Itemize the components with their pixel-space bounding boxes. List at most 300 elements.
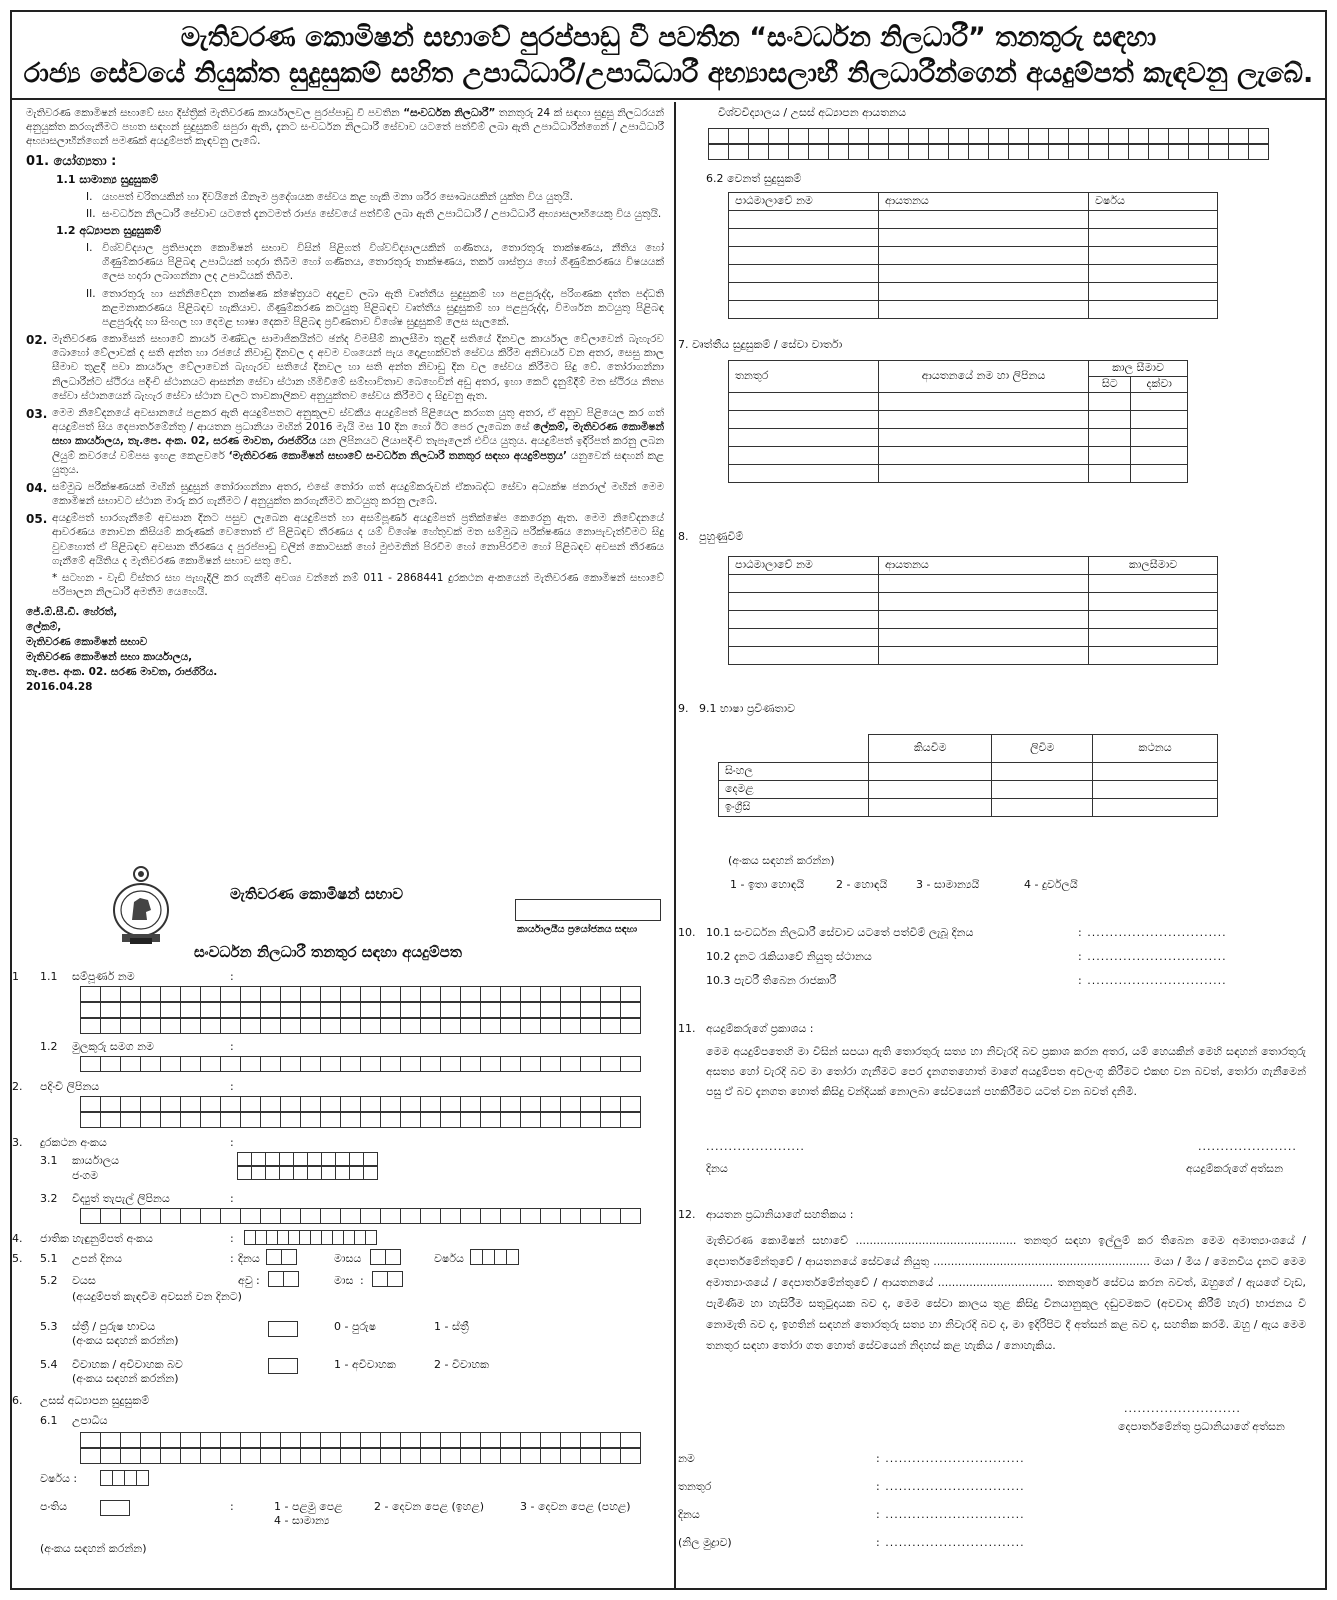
letter-cell[interactable]	[336, 1166, 350, 1180]
letter-cell[interactable]	[101, 1018, 121, 1034]
marital-status-box[interactable]	[268, 1358, 298, 1374]
letter-cell[interactable]	[141, 1112, 161, 1128]
letter-cell[interactable]	[121, 1448, 141, 1464]
letter-cell[interactable]	[621, 1056, 641, 1072]
letter-cell[interactable]	[201, 986, 221, 1002]
address-cells-row-2[interactable]	[80, 1112, 641, 1128]
letter-cell[interactable]	[181, 1096, 201, 1112]
letter-cell[interactable]	[341, 1056, 361, 1072]
letter-cell[interactable]	[521, 1096, 541, 1112]
letter-cell[interactable]	[541, 1448, 561, 1464]
letter-cell[interactable]	[829, 128, 849, 144]
letter-cell[interactable]	[266, 1152, 280, 1166]
table-row[interactable]	[729, 247, 1218, 265]
letter-cell[interactable]	[241, 1056, 261, 1072]
letter-cell[interactable]	[401, 1208, 421, 1224]
letter-cell[interactable]	[281, 1448, 301, 1464]
letter-cell[interactable]	[181, 1056, 201, 1072]
letter-cell[interactable]	[221, 1002, 241, 1018]
letter-cell[interactable]	[364, 1166, 378, 1180]
letter-cell[interactable]	[101, 1470, 113, 1486]
class-box[interactable]	[100, 1500, 130, 1516]
letter-cell[interactable]	[1189, 144, 1209, 160]
letter-cell[interactable]	[541, 1056, 561, 1072]
letter-cell[interactable]	[141, 1208, 161, 1224]
letter-cell[interactable]	[241, 1096, 261, 1112]
letter-cell[interactable]	[441, 1432, 461, 1448]
letter-cell[interactable]	[461, 986, 481, 1002]
full-name-cells-row-3[interactable]	[80, 1018, 641, 1034]
letter-cell[interactable]	[261, 1002, 281, 1018]
letter-cell[interactable]	[521, 1002, 541, 1018]
letter-cell[interactable]	[245, 1230, 256, 1245]
letter-cell[interactable]	[521, 1208, 541, 1224]
letter-cell[interactable]	[561, 1018, 581, 1034]
letter-cell[interactable]	[421, 1002, 441, 1018]
table-row[interactable]	[719, 763, 1218, 781]
letter-cell[interactable]	[161, 1056, 181, 1072]
letter-cell[interactable]	[989, 144, 1009, 160]
letter-cell[interactable]	[809, 128, 829, 144]
letter-cell[interactable]	[421, 1208, 441, 1224]
letter-cell[interactable]	[181, 1448, 201, 1464]
letter-cell[interactable]	[1089, 144, 1109, 160]
letter-cell[interactable]	[361, 1096, 381, 1112]
letter-cell[interactable]	[521, 986, 541, 1002]
letter-cell[interactable]	[1029, 128, 1049, 144]
letter-cell[interactable]	[321, 986, 341, 1002]
letter-cell[interactable]	[561, 1002, 581, 1018]
letter-cell[interactable]	[322, 1230, 333, 1245]
letter-cell[interactable]	[201, 1448, 221, 1464]
letter-cell[interactable]	[829, 144, 849, 160]
letter-cell[interactable]	[441, 1096, 461, 1112]
letter-cell[interactable]	[481, 1448, 501, 1464]
letter-cell[interactable]	[381, 1018, 401, 1034]
letter-cell[interactable]	[121, 1432, 141, 1448]
letter-cell[interactable]	[341, 1208, 361, 1224]
letter-cell[interactable]	[322, 1166, 336, 1180]
letter-cell[interactable]	[294, 1152, 308, 1166]
letter-cell[interactable]	[282, 1249, 297, 1265]
letter-cell[interactable]	[401, 1002, 421, 1018]
letter-cell[interactable]	[495, 1249, 507, 1265]
table-row[interactable]	[729, 265, 1218, 283]
letter-cell[interactable]	[281, 1208, 301, 1224]
letter-cell[interactable]	[849, 144, 869, 160]
letter-cell[interactable]	[1229, 144, 1249, 160]
letter-cell[interactable]	[241, 1432, 261, 1448]
letter-cell[interactable]	[181, 986, 201, 1002]
letter-cell[interactable]	[341, 1112, 361, 1128]
letter-cell[interactable]	[281, 986, 301, 1002]
letter-cell[interactable]	[101, 1448, 121, 1464]
letter-cell[interactable]	[541, 986, 561, 1002]
letter-cell[interactable]	[501, 1208, 521, 1224]
office-use-box[interactable]	[515, 899, 661, 921]
letter-cell[interactable]	[361, 1208, 381, 1224]
letter-cell[interactable]	[321, 1002, 341, 1018]
table-row[interactable]	[729, 593, 1218, 611]
head-signature-input[interactable]: ..........................	[1124, 1402, 1241, 1415]
letter-cell[interactable]	[137, 1470, 149, 1486]
letter-cell[interactable]	[461, 1056, 481, 1072]
letter-cell[interactable]	[101, 1002, 121, 1018]
letter-cell[interactable]	[789, 128, 809, 144]
letter-cell[interactable]	[321, 1018, 341, 1034]
letter-cell[interactable]	[521, 1448, 541, 1464]
letter-cell[interactable]	[381, 1432, 401, 1448]
letter-cell[interactable]	[261, 1112, 281, 1128]
letter-cell[interactable]	[256, 1230, 267, 1245]
letter-cell[interactable]	[541, 1112, 561, 1128]
letter-cell[interactable]	[461, 1432, 481, 1448]
letter-cell[interactable]	[308, 1152, 322, 1166]
letter-cell[interactable]	[929, 144, 949, 160]
letter-cell[interactable]	[709, 128, 729, 144]
letter-cell[interactable]	[581, 1018, 601, 1034]
letter-cell[interactable]	[221, 1448, 241, 1464]
university-cells-row-2[interactable]	[708, 144, 1269, 160]
letter-cell[interactable]	[241, 1018, 261, 1034]
letter-cell[interactable]	[301, 1018, 321, 1034]
letter-cell[interactable]	[381, 1448, 401, 1464]
letter-cell[interactable]	[441, 1448, 461, 1464]
email-cells[interactable]	[80, 1208, 641, 1224]
letter-cell[interactable]	[561, 1096, 581, 1112]
letter-cell[interactable]	[321, 1432, 341, 1448]
letter-cell[interactable]	[201, 1432, 221, 1448]
letter-cell[interactable]	[81, 1018, 101, 1034]
letter-cell[interactable]	[141, 1096, 161, 1112]
letter-cell[interactable]	[1129, 128, 1149, 144]
letter-cell[interactable]	[121, 1002, 141, 1018]
letter-cell[interactable]	[281, 1432, 301, 1448]
letter-cell[interactable]	[161, 986, 181, 1002]
letter-cell[interactable]	[481, 1112, 501, 1128]
letter-cell[interactable]	[581, 1002, 601, 1018]
letter-cell[interactable]	[388, 1271, 403, 1287]
letter-cell[interactable]	[261, 1208, 281, 1224]
letter-cell[interactable]	[461, 1018, 481, 1034]
letter-cell[interactable]	[361, 1112, 381, 1128]
letter-cell[interactable]	[261, 1448, 281, 1464]
letter-cell[interactable]	[341, 1448, 361, 1464]
letter-cell[interactable]	[601, 1002, 621, 1018]
letter-cell[interactable]	[541, 1002, 561, 1018]
field-10-1-input[interactable]: : ...............................	[1078, 926, 1227, 939]
letter-cell[interactable]	[350, 1152, 364, 1166]
letter-cell[interactable]	[81, 1096, 101, 1112]
letter-cell[interactable]	[81, 1448, 101, 1464]
letter-cell[interactable]	[161, 1208, 181, 1224]
university-cells-row-1[interactable]	[708, 128, 1269, 144]
letter-cell[interactable]	[311, 1230, 322, 1245]
letter-cell[interactable]	[581, 986, 601, 1002]
letter-cell[interactable]	[201, 1096, 221, 1112]
letter-cell[interactable]	[481, 986, 501, 1002]
letter-cell[interactable]	[1209, 128, 1229, 144]
letter-cell[interactable]	[501, 986, 521, 1002]
letter-cell[interactable]	[1049, 144, 1069, 160]
letter-cell[interactable]	[121, 1056, 141, 1072]
table-row[interactable]	[729, 283, 1218, 301]
name-with-initials-cells[interactable]	[80, 1056, 641, 1072]
letter-cell[interactable]	[869, 128, 889, 144]
letter-cell[interactable]	[481, 1208, 501, 1224]
letter-cell[interactable]	[809, 144, 829, 160]
letter-cell[interactable]	[221, 1432, 241, 1448]
declaration-date-input[interactable]: ......................	[706, 1140, 805, 1153]
letter-cell[interactable]	[281, 1056, 301, 1072]
letter-cell[interactable]	[161, 1432, 181, 1448]
table-row[interactable]	[729, 464, 1188, 482]
table-row[interactable]	[729, 611, 1218, 629]
letter-cell[interactable]	[101, 1096, 121, 1112]
letter-cell[interactable]	[1029, 144, 1049, 160]
degree-year-cells[interactable]	[100, 1470, 149, 1486]
letter-cell[interactable]	[749, 144, 769, 160]
letter-cell[interactable]	[401, 1096, 421, 1112]
letter-cell[interactable]	[601, 986, 621, 1002]
letter-cell[interactable]	[281, 1096, 301, 1112]
gender-box[interactable]	[268, 1321, 298, 1337]
letter-cell[interactable]	[361, 1018, 381, 1034]
letter-cell[interactable]	[1149, 144, 1169, 160]
letter-cell[interactable]	[421, 1432, 441, 1448]
letter-cell[interactable]	[621, 1448, 641, 1464]
letter-cell[interactable]	[581, 1096, 601, 1112]
letter-cell[interactable]	[181, 1002, 201, 1018]
letter-cell[interactable]	[241, 1002, 261, 1018]
letter-cell[interactable]	[849, 128, 869, 144]
letter-cell[interactable]	[321, 1208, 341, 1224]
letter-cell[interactable]	[461, 1208, 481, 1224]
letter-cell[interactable]	[401, 1056, 421, 1072]
nic-cells[interactable]	[244, 1230, 377, 1245]
letter-cell[interactable]	[501, 1112, 521, 1128]
letter-cell[interactable]	[321, 1112, 341, 1128]
letter-cell[interactable]	[749, 128, 769, 144]
letter-cell[interactable]	[101, 1208, 121, 1224]
letter-cell[interactable]	[201, 1112, 221, 1128]
letter-cell[interactable]	[471, 1249, 483, 1265]
letter-cell[interactable]	[1109, 144, 1129, 160]
letter-cell[interactable]	[581, 1056, 601, 1072]
letter-cell[interactable]	[501, 1056, 521, 1072]
letter-cell[interactable]	[364, 1152, 378, 1166]
letter-cell[interactable]	[181, 1208, 201, 1224]
dob-day-cells[interactable]	[266, 1249, 297, 1265]
letter-cell[interactable]	[141, 1018, 161, 1034]
letter-cell[interactable]	[301, 1448, 321, 1464]
degree-cells-row-2[interactable]	[80, 1448, 641, 1464]
letter-cell[interactable]	[441, 1208, 461, 1224]
letter-cell[interactable]	[481, 1096, 501, 1112]
letter-cell[interactable]	[621, 1018, 641, 1034]
table-row[interactable]	[719, 781, 1218, 799]
letter-cell[interactable]	[541, 1096, 561, 1112]
certifier-name-input[interactable]: : ...............................	[876, 1452, 1025, 1465]
letter-cell[interactable]	[301, 1432, 321, 1448]
letter-cell[interactable]	[141, 1002, 161, 1018]
letter-cell[interactable]	[141, 1432, 161, 1448]
letter-cell[interactable]	[344, 1230, 355, 1245]
dob-month-cells[interactable]	[370, 1249, 401, 1265]
letter-cell[interactable]	[81, 1056, 101, 1072]
letter-cell[interactable]	[81, 986, 101, 1002]
letter-cell[interactable]	[869, 144, 889, 160]
letter-cell[interactable]	[401, 1432, 421, 1448]
letter-cell[interactable]	[561, 986, 581, 1002]
table-row[interactable]	[729, 211, 1218, 229]
mobile-phone-cells[interactable]	[237, 1166, 378, 1180]
letter-cell[interactable]	[561, 1448, 581, 1464]
certifier-post-input[interactable]: : ...............................	[876, 1480, 1025, 1493]
letter-cell[interactable]	[729, 144, 749, 160]
letter-cell[interactable]	[561, 1056, 581, 1072]
letter-cell[interactable]	[321, 1448, 341, 1464]
letter-cell[interactable]	[401, 986, 421, 1002]
letter-cell[interactable]	[361, 986, 381, 1002]
letter-cell[interactable]	[581, 1208, 601, 1224]
letter-cell[interactable]	[889, 144, 909, 160]
letter-cell[interactable]	[421, 1112, 441, 1128]
letter-cell[interactable]	[1169, 128, 1189, 144]
letter-cell[interactable]	[181, 1112, 201, 1128]
letter-cell[interactable]	[238, 1152, 252, 1166]
table-row[interactable]	[729, 301, 1218, 319]
letter-cell[interactable]	[101, 1112, 121, 1128]
letter-cell[interactable]	[121, 986, 141, 1002]
letter-cell[interactable]	[373, 1271, 388, 1287]
letter-cell[interactable]	[113, 1470, 125, 1486]
letter-cell[interactable]	[141, 1056, 161, 1072]
letter-cell[interactable]	[461, 1112, 481, 1128]
letter-cell[interactable]	[221, 1096, 241, 1112]
letter-cell[interactable]	[501, 1096, 521, 1112]
letter-cell[interactable]	[101, 1432, 121, 1448]
letter-cell[interactable]	[601, 1448, 621, 1464]
letter-cell[interactable]	[221, 1112, 241, 1128]
letter-cell[interactable]	[121, 1018, 141, 1034]
letter-cell[interactable]	[461, 1096, 481, 1112]
letter-cell[interactable]	[541, 1208, 561, 1224]
letter-cell[interactable]	[321, 1056, 341, 1072]
letter-cell[interactable]	[581, 1448, 601, 1464]
letter-cell[interactable]	[461, 1002, 481, 1018]
letter-cell[interactable]	[201, 1018, 221, 1034]
letter-cell[interactable]	[621, 1432, 641, 1448]
letter-cell[interactable]	[461, 1448, 481, 1464]
letter-cell[interactable]	[341, 1096, 361, 1112]
table-row[interactable]	[729, 446, 1188, 464]
letter-cell[interactable]	[1249, 144, 1269, 160]
letter-cell[interactable]	[161, 1448, 181, 1464]
letter-cell[interactable]	[261, 1018, 281, 1034]
letter-cell[interactable]	[621, 1002, 641, 1018]
letter-cell[interactable]	[601, 1018, 621, 1034]
letter-cell[interactable]	[301, 1096, 321, 1112]
letter-cell[interactable]	[1069, 144, 1089, 160]
letter-cell[interactable]	[789, 144, 809, 160]
letter-cell[interactable]	[521, 1018, 541, 1034]
letter-cell[interactable]	[441, 1112, 461, 1128]
letter-cell[interactable]	[421, 1096, 441, 1112]
letter-cell[interactable]	[381, 1002, 401, 1018]
letter-cell[interactable]	[280, 1166, 294, 1180]
letter-cell[interactable]	[371, 1249, 386, 1265]
letter-cell[interactable]	[441, 1056, 461, 1072]
letter-cell[interactable]	[301, 1002, 321, 1018]
address-cells-row-1[interactable]	[80, 1096, 641, 1112]
letter-cell[interactable]	[281, 1112, 301, 1128]
table-row[interactable]	[719, 799, 1218, 817]
letter-cell[interactable]	[161, 1002, 181, 1018]
letter-cell[interactable]	[161, 1112, 181, 1128]
letter-cell[interactable]	[238, 1166, 252, 1180]
table-row[interactable]	[729, 392, 1188, 410]
letter-cell[interactable]	[366, 1230, 377, 1245]
letter-cell[interactable]	[601, 1208, 621, 1224]
letter-cell[interactable]	[521, 1056, 541, 1072]
letter-cell[interactable]	[261, 1432, 281, 1448]
letter-cell[interactable]	[441, 1018, 461, 1034]
letter-cell[interactable]	[81, 1432, 101, 1448]
letter-cell[interactable]	[621, 1208, 641, 1224]
letter-cell[interactable]	[381, 1056, 401, 1072]
official-seal-input[interactable]: : ...............................	[876, 1536, 1025, 1549]
letter-cell[interactable]	[621, 1112, 641, 1128]
letter-cell[interactable]	[201, 1208, 221, 1224]
field-10-3-input[interactable]: : ...............................	[1078, 974, 1227, 987]
letter-cell[interactable]	[221, 1018, 241, 1034]
letter-cell[interactable]	[601, 1112, 621, 1128]
letter-cell[interactable]	[381, 1096, 401, 1112]
letter-cell[interactable]	[81, 1002, 101, 1018]
letter-cell[interactable]	[1069, 128, 1089, 144]
letter-cell[interactable]	[341, 986, 361, 1002]
letter-cell[interactable]	[561, 1112, 581, 1128]
age-months-cells[interactable]	[372, 1271, 403, 1287]
letter-cell[interactable]	[1009, 128, 1029, 144]
letter-cell[interactable]	[252, 1152, 266, 1166]
letter-cell[interactable]	[541, 1432, 561, 1448]
letter-cell[interactable]	[769, 144, 789, 160]
letter-cell[interactable]	[401, 1448, 421, 1464]
letter-cell[interactable]	[581, 1432, 601, 1448]
letter-cell[interactable]	[121, 1112, 141, 1128]
full-name-cells-row-2[interactable]	[80, 1002, 641, 1018]
letter-cell[interactable]	[252, 1166, 266, 1180]
applicant-signature-input[interactable]: ......................	[1198, 1140, 1297, 1153]
letter-cell[interactable]	[308, 1166, 322, 1180]
letter-cell[interactable]	[441, 986, 461, 1002]
letter-cell[interactable]	[341, 1432, 361, 1448]
table-row[interactable]	[729, 575, 1218, 593]
letter-cell[interactable]	[769, 128, 789, 144]
letter-cell[interactable]	[601, 1096, 621, 1112]
letter-cell[interactable]	[1209, 144, 1229, 160]
letter-cell[interactable]	[241, 1112, 261, 1128]
table-row[interactable]	[729, 410, 1188, 428]
letter-cell[interactable]	[361, 1002, 381, 1018]
letter-cell[interactable]	[483, 1249, 495, 1265]
letter-cell[interactable]	[278, 1230, 289, 1245]
age-years-cells[interactable]	[268, 1271, 299, 1287]
letter-cell[interactable]	[421, 1018, 441, 1034]
letter-cell[interactable]	[421, 986, 441, 1002]
